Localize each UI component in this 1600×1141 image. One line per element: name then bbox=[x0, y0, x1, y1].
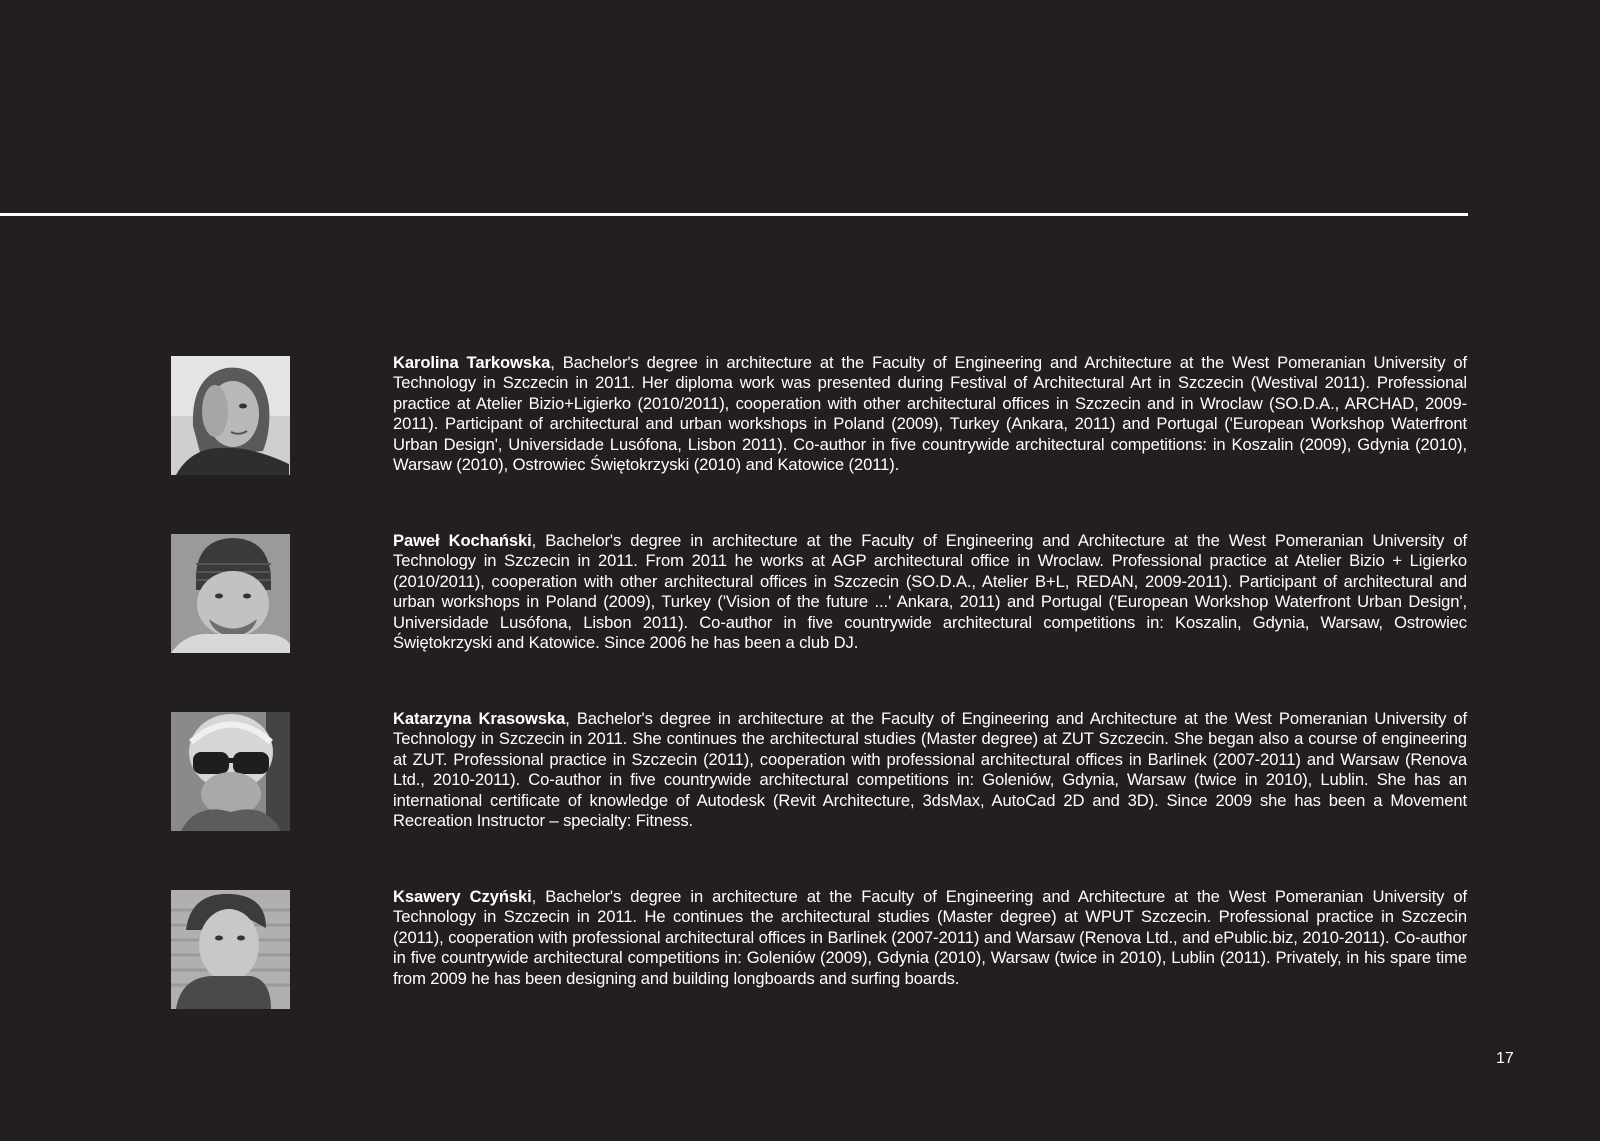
portrait-photo bbox=[171, 712, 290, 831]
portrait-photo bbox=[171, 356, 290, 475]
portrait-photo bbox=[171, 534, 290, 653]
bio-text bbox=[393, 887, 1467, 989]
bio-body: , Bachelor's degree in architecture at the Faculty of Engineering and Architecture at the West Pomeranian University of Technology in Szczecin in 2011. He continues the architectural studies (Master degree) at WPUT Szczecin. Professional practice in Szczecin (2011), cooperation with professional architectural offices in Barlinek (2007-2011) and Warsaw (Renova Ltd., and ePublic.biz, 2010-2011). Co-author in five countrywide architectural competitions in: Goleniów (2009), Gdynia (2010), Warsaw (twice in 2010), Lublin (2011). Privately, in his spare time from 2009 he has been designing and building longboards and surfing boards. bbox=[393, 887, 1467, 988]
portrait-photo bbox=[171, 890, 290, 1009]
horizontal-rule bbox=[0, 213, 1468, 216]
bio-text bbox=[393, 531, 1467, 653]
bio-text bbox=[393, 709, 1467, 831]
bio-body: , Bachelor's degree in architecture at the Faculty of Engineering and Architecture at the West Pomeranian University of Technology in Szczecin in 2011. Her diploma work was presented during Festival of Architectural Art in Szczecin (Westival 2011). Professional practice at Atelier Bizio+Ligierko (2010/2011), cooperation with other architectural offices in Szczecin and in Wroclaw (SO.D.A., ARCHAD, 2009-2011). Participant of architectural and urban workshops in Poland (2009), Turkey (Ankara, 2011) and Portugal ('European Workshop Waterfront Urban Design', Universidade Lusófona, Lisbon 2011). Co-author in five countrywide architectural competitions: in Koszalin (2009), Gdynia (2010), Warsaw (2010), Ostrowiec Świętokrzyski (2010) and Katowice (2011). bbox=[393, 353, 1468, 475]
page-number: 17 bbox=[1496, 1050, 1514, 1067]
bio-body: , Bachelor's degree in architecture at the Faculty of Engineering and Architecture at the West Pomeranian University of Technology in Szczecin in 2011. She continues the architectural studies (Master degree) at ZUT Szczecin. She began also a course of engineering at ZUT. Professional practice in Szczecin (2011), cooperation with professional architectural offices in Barlinek (2007-2011) and Warsaw (Renova Ltd., 2010-2011). Co-author in five countrywide architectural competitions in: Goleniów, Gdynia, Warsaw (twice in 2010), Lublin. She has an international certificate of knowledge of Autodesk (Revit Architecture, 3dsMax, AutoCad 2D and 3D). Since 2009 she has been a Movement Recreation Instructor – specialty: Fitness. bbox=[393, 709, 1468, 831]
person-name: Paweł Kochański bbox=[393, 531, 532, 550]
person-name: Katarzyna Krasowska bbox=[393, 709, 566, 728]
person-name: Karolina Tarkowska bbox=[393, 353, 551, 372]
bio-text bbox=[393, 353, 1467, 475]
bio-body: , Bachelor's degree in architecture at the Faculty of Engineering and Architecture at the West Pomeranian University of Technology in Szczecin in 2011. From 2011 he works at AGP architectural office in Wroclaw. Professional practice at Atelier Bizio + Ligierko (2010/2011), cooperation with other architectural offices in Szczecin (SO.D.A., Atelier B+L, REDAN, 2009-2011). Participant of architectural and urban workshops in Poland (2009), Turkey ('Vision of the future ...' Ankara, 2011) and Portugal ('European Workshop Waterfront Urban Design', Universidade Lusófona, Lisbon 2011). Co-author in five countrywide architectural competitions in: Koszalin, Gdynia, Warsaw, Ostrowiec Świętokrzyski and Katowice. Since 2006 he has been a club DJ. bbox=[393, 531, 1467, 653]
person-name: Ksawery Czyński bbox=[393, 887, 532, 906]
